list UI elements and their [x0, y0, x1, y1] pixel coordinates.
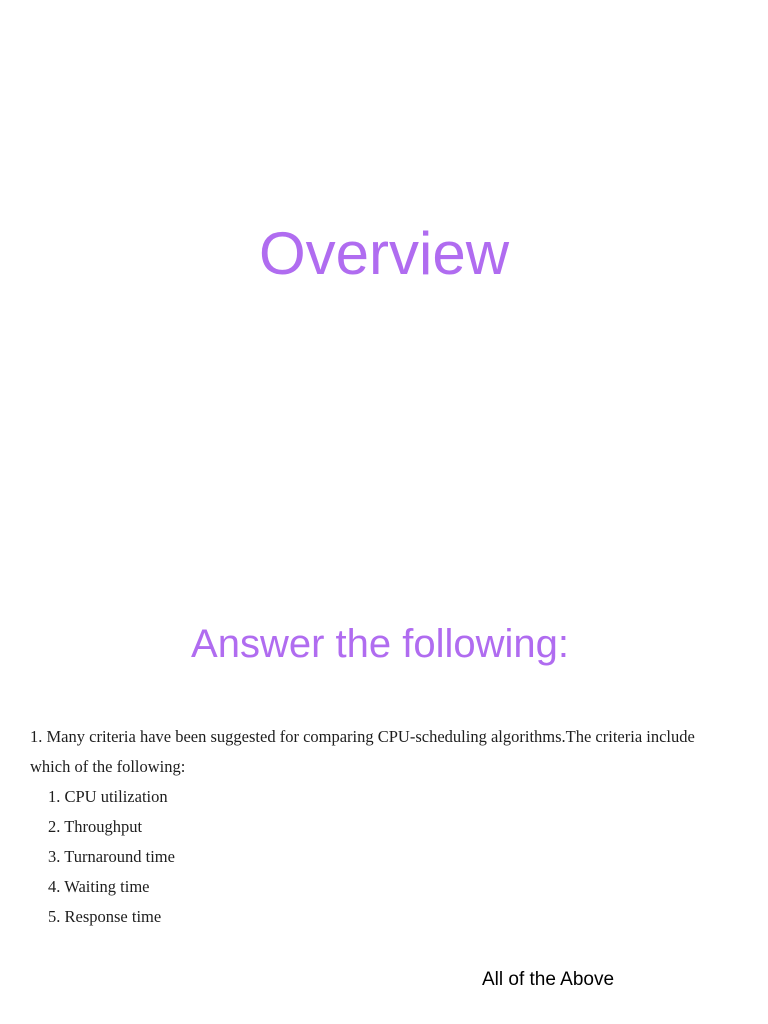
list-item: 3. Turnaround time [48, 847, 175, 866]
section-heading: Answer the following: [191, 622, 569, 666]
page-title: Overview [258, 220, 510, 287]
question-block [30, 722, 730, 932]
answer-text: All of the Above [482, 969, 615, 990]
criteria-list [30, 782, 730, 932]
list-item: 5. Response time [48, 907, 162, 926]
list-item: 2. Throughput [48, 817, 143, 836]
list-item: 4. Waiting time [48, 877, 150, 896]
list-item: 1. CPU utilization [48, 787, 168, 806]
question-text: 1. Many criteria have been suggested for comparing CPU-scheduling algorithms.The criteria include which of the following: [30, 727, 695, 776]
